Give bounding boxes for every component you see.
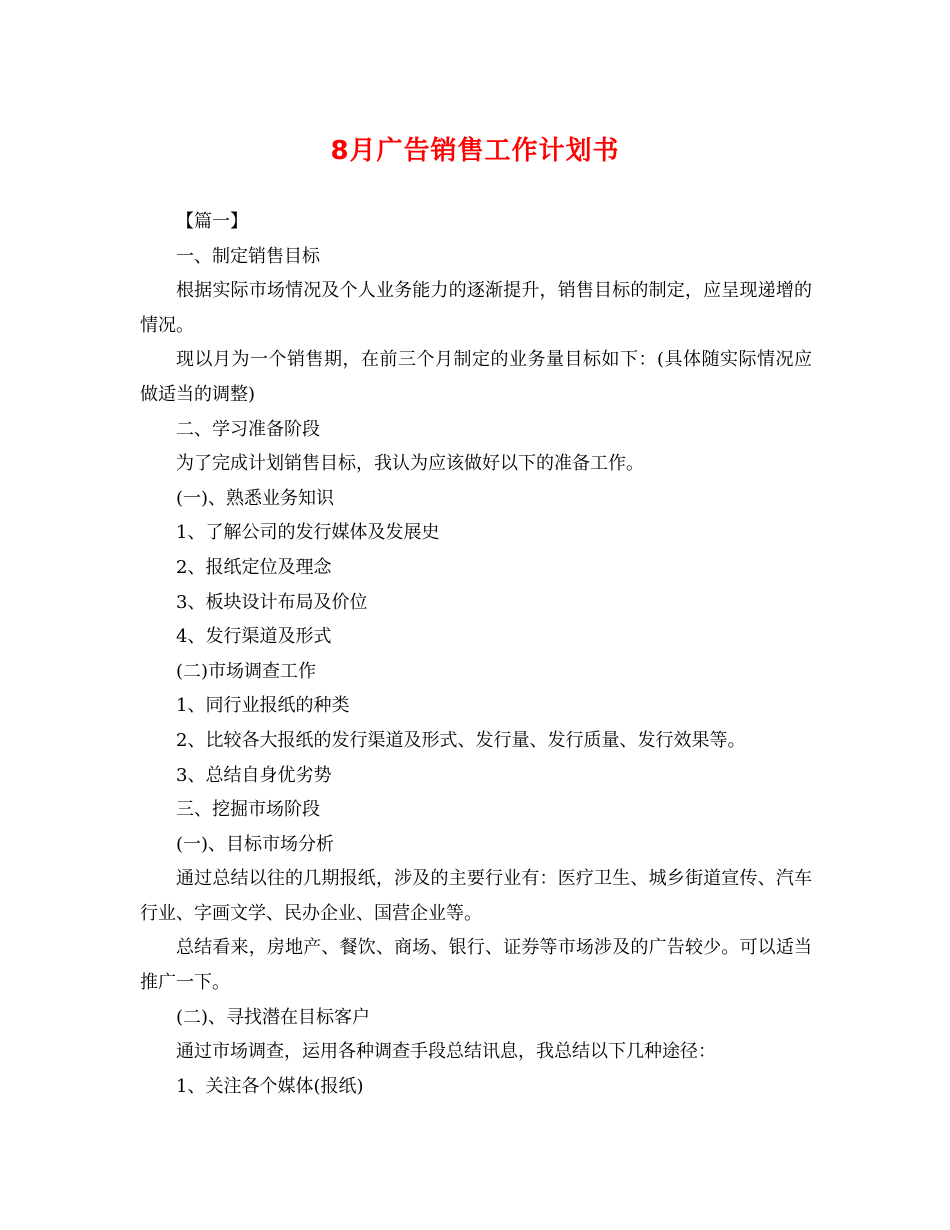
paragraph: 总结看来，房地产、餐饮、商场、银行、证券等市场涉及的广告较少。可以适当推广一下。: [140, 937, 812, 994]
list-item: 2、比较各大报纸的发行渠道及形式、发行量、发行质量、发行效果等。: [176, 729, 746, 751]
list-item: 1、关注各个媒体(报纸): [176, 1075, 364, 1097]
subheading: (一)、熟悉业务知识: [176, 487, 335, 509]
paragraph: 通过总结以往的几期报纸，涉及的主要行业有：医疗卫生、城乡街道宣传、汽车行业、字画文学、民办企业、国营企业等。: [140, 868, 812, 924]
paragraph: 现以月为一个销售期，在前三个月制定的业务量目标如下：(具体随实际情况应做适当的调整): [140, 349, 812, 405]
heading-sales-target: 一、制定销售目标: [176, 245, 320, 267]
heading-market: 三、挖掘市场阶段: [176, 799, 320, 821]
list-item: 3、板块设计布局及价位: [176, 591, 368, 613]
list-item: 2、报纸定位及理念: [176, 556, 332, 578]
paragraph: 为了完成计划销售目标，我认为应该做好以下的准备工作。: [176, 453, 644, 475]
paragraph: 通过市场调查，运用各种调查手段总结讯息，我总结以下几种途径：: [176, 1041, 716, 1063]
list-item: 3、总结自身优劣势: [176, 764, 332, 786]
section-label: 【篇一】: [176, 211, 248, 232]
heading-preparation: 二、学习准备阶段: [176, 418, 320, 440]
document-body: [140, 205, 812, 1104]
subheading: (二)、寻找潜在目标客户: [176, 1006, 371, 1028]
document-title: 8月广告销售工作计划书: [330, 136, 620, 166]
subheading: (二)市场调查工作: [176, 660, 317, 682]
paragraph: 根据实际市场情况及个人业务能力的逐渐提升，销售目标的制定，应呈现递增的情况。: [140, 280, 812, 336]
subheading: (一)、目标市场分析: [176, 833, 335, 855]
list-item: 4、发行渠道及形式: [176, 626, 332, 648]
list-item: 1、了解公司的发行媒体及发展史: [176, 522, 440, 544]
list-item: 1、同行业报纸的种类: [176, 695, 350, 717]
